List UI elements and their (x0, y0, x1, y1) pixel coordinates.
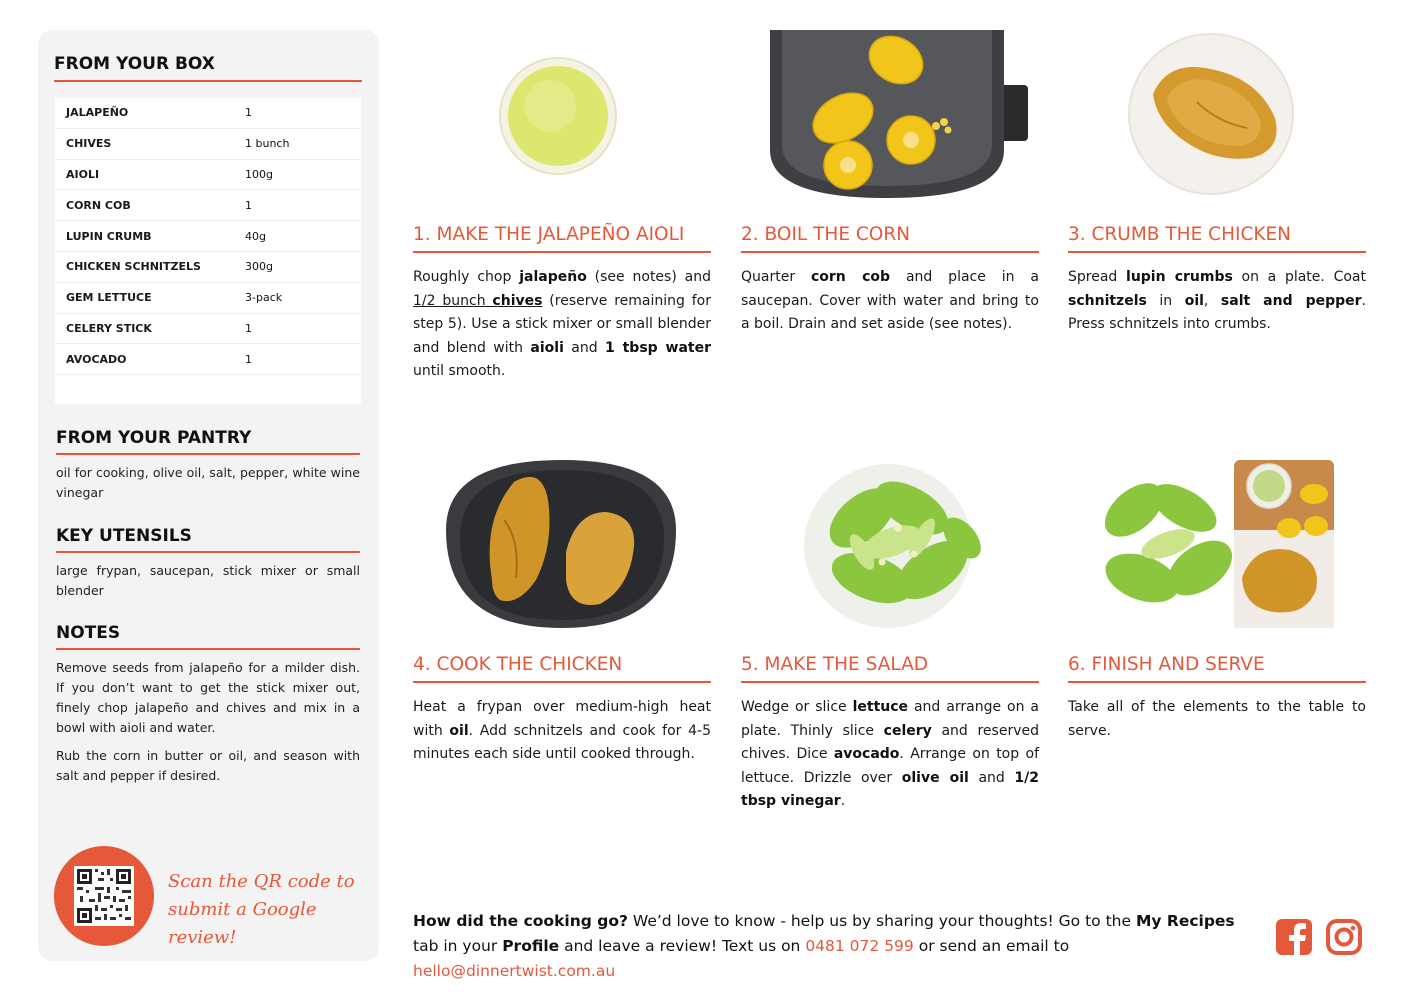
footer-bold: My Recipes (1135, 912, 1235, 930)
table-row (55, 221, 361, 252)
ingredient-name: AIOLI (66, 167, 100, 181)
step-text-run: and (968, 769, 1015, 786)
qr-caption-line: Scan the QR code to (168, 871, 355, 892)
from-your-box-title: FROM YOUR BOX (54, 54, 362, 82)
step-text-run: . Add schnitzels and cook for 4-5 minutes each side until cooked through. (413, 722, 711, 762)
pantry-text: oil for cooking, olive oil, salt, pepper, white wine vinegar (56, 465, 360, 500)
step-ingredient: olive oil (901, 769, 969, 786)
footer-text: or send an email to (913, 937, 1070, 955)
ingredient-name: LUPIN CRUMB (66, 229, 152, 243)
corn-pot-image (768, 30, 1030, 198)
footer-bold: How did the cooking go? (413, 912, 628, 930)
step-ingredient: celery (883, 722, 932, 739)
ingredient-name: CORN COB (66, 198, 131, 212)
pantry-title: FROM YOUR PANTRY (56, 428, 360, 455)
feedback-footer (413, 909, 1263, 984)
ingredient-name: JALAPEÑO (66, 106, 129, 120)
step-ingredient: lupin crumbs (1126, 269, 1233, 285)
step-ingredient: oil (449, 722, 469, 739)
ingredient-qty: 300g (245, 260, 273, 274)
utensils-section (56, 526, 360, 601)
step-5 (741, 654, 1039, 814)
qr-caption-line: submit a Google review! (168, 899, 317, 948)
footer-text: and leave a review! Text us on (559, 937, 806, 955)
step-text-run: . (840, 793, 846, 809)
step-text-run: and place in a saucepan. Cover with water and bring to a boil. Drain and set aside (see notes). (741, 269, 1039, 332)
phone-link[interactable]: 0481 072 599 (805, 937, 914, 955)
footer-text: We’d love to know - help us by sharing your thoughts! Go to the (627, 912, 1136, 930)
table-row (55, 129, 361, 160)
step-ingredient: oil (1184, 292, 1204, 309)
step-title: 5. MAKE THE SALAD (741, 654, 1039, 683)
step-ingredient: avocado (833, 746, 900, 762)
step-ingredient: lettuce (852, 699, 909, 715)
qr-code-badge[interactable] (54, 846, 154, 946)
pantry-section (56, 428, 360, 503)
ingredient-qty: 3-pack (245, 291, 283, 305)
step-text-run: on a plate. Coat (1232, 269, 1366, 285)
ingredient-name: AVOCADO (66, 352, 127, 366)
step-2 (741, 224, 1039, 337)
step-ingredient: salt and pepper (1220, 292, 1362, 309)
step-text-run: Roughly chop (413, 269, 520, 285)
step-text-run: (see notes) and (586, 269, 711, 285)
step-4 (413, 654, 711, 767)
instagram-icon[interactable] (1325, 918, 1363, 956)
qr-code-icon[interactable] (74, 866, 134, 926)
ingredient-qty: 40g (245, 229, 266, 243)
table-row (55, 160, 361, 191)
step-text (413, 696, 711, 767)
step-text-run: in (1146, 292, 1185, 309)
step-text-run: (reserve remaining for step 5). Use a stick mixer or small blender and blend with (413, 292, 711, 356)
step-text (1068, 266, 1366, 337)
step-text-run: . Arrange on top of lettuce. Drizzle over (741, 746, 1040, 786)
step-ingredient: corn cob (810, 269, 891, 285)
ingredient-qty: 1 (245, 352, 252, 366)
table-row (55, 283, 361, 314)
notes-title: NOTES (56, 623, 360, 650)
finished-dish-image (1084, 460, 1336, 628)
step-ingredient: chives (492, 292, 543, 309)
sidebar (38, 30, 379, 961)
ingredient-name: CELERY STICK (66, 321, 152, 335)
ingredient-name: CHICKEN SCHNITZELS (66, 260, 201, 274)
salad-image (802, 458, 988, 630)
step-text-run: . Press schnitzels into crumbs. (1068, 292, 1366, 332)
step-ingredient: 1/2 tbsp vinegar (741, 769, 1039, 809)
step-title: 6. FINISH AND SERVE (1068, 654, 1366, 683)
footer-text: tab in your (413, 937, 503, 955)
step-text-run: Spread (1068, 269, 1127, 285)
qr-caption (168, 868, 368, 952)
step-text-run: 1/2 bunch (413, 292, 493, 309)
utensils-text: large frypan, saucepan, stick mixer or small blender (56, 563, 360, 598)
ingredient-name: GEM LETTUCE (66, 291, 152, 305)
ingredient-qty: 1 (245, 106, 252, 120)
step-text-run: Wedge or slice (741, 699, 853, 715)
ingredient-qty: 1 bunch (245, 137, 290, 151)
aioli-bowl-image (498, 56, 618, 176)
step-text (741, 266, 1039, 337)
step-text (413, 266, 711, 384)
step-text-run: , (1203, 292, 1221, 309)
notes-paragraph: Remove seeds from jalapeño for a milder dish. If you don’t want to get the stick mixer out, finely chop jalapeño and chives and mix in a bowl with aioli and water. (56, 660, 360, 735)
table-row (55, 344, 361, 375)
notes-paragraph: Rub the corn in butter or oil, and season with salt and pepper if desired. (56, 748, 360, 783)
step-6 (1068, 654, 1366, 743)
step-1 (413, 224, 711, 384)
step-ingredient: aioli (530, 339, 564, 356)
email-link[interactable]: hello@dinnertwist.com.au (413, 962, 616, 980)
utensils-title: KEY UTENSILS (56, 526, 360, 553)
ingredient-name: CHIVES (66, 137, 112, 151)
step-ingredient: schnitzels (1068, 292, 1147, 309)
step-title: 4. COOK THE CHICKEN (413, 654, 711, 683)
step-ingredient: jalapeño (519, 269, 587, 285)
step-text-run: and arrange on a plate. Thinly slice (741, 699, 1039, 739)
table-row (55, 98, 361, 129)
frypan-schnitzel-image (444, 460, 706, 628)
step-text-run: and (563, 339, 606, 356)
step-text: Take all of the elements to the table to serve. (1068, 699, 1366, 739)
step-ingredient: 1 tbsp water (605, 339, 711, 356)
table-row (55, 314, 361, 345)
ingredient-qty: 1 (245, 198, 252, 212)
facebook-icon[interactable] (1275, 918, 1313, 956)
ingredient-table (55, 98, 361, 404)
step-text-run: Quarter (741, 269, 811, 285)
ingredient-qty: 100g (245, 167, 273, 181)
table-row (55, 252, 361, 283)
step-text (741, 696, 1039, 814)
step-text-run: and reserved chives. Dice (741, 722, 1039, 762)
notes-section (56, 623, 360, 786)
step-title: 1. MAKE THE JALAPEÑO AIOLI (413, 224, 711, 253)
crumbed-chicken-image (1127, 32, 1295, 196)
table-row (55, 190, 361, 221)
step-text-run: until smooth. (413, 363, 506, 379)
ingredient-qty: 1 (245, 321, 252, 335)
step-title: 3. CRUMB THE CHICKEN (1068, 224, 1366, 253)
step-title: 2. BOIL THE CORN (741, 224, 1039, 253)
footer-bold: Profile (502, 937, 560, 955)
step-text-run: Heat a frypan over medium-high heat with (413, 699, 711, 739)
step-underlined (413, 293, 542, 309)
step-3 (1068, 224, 1366, 337)
